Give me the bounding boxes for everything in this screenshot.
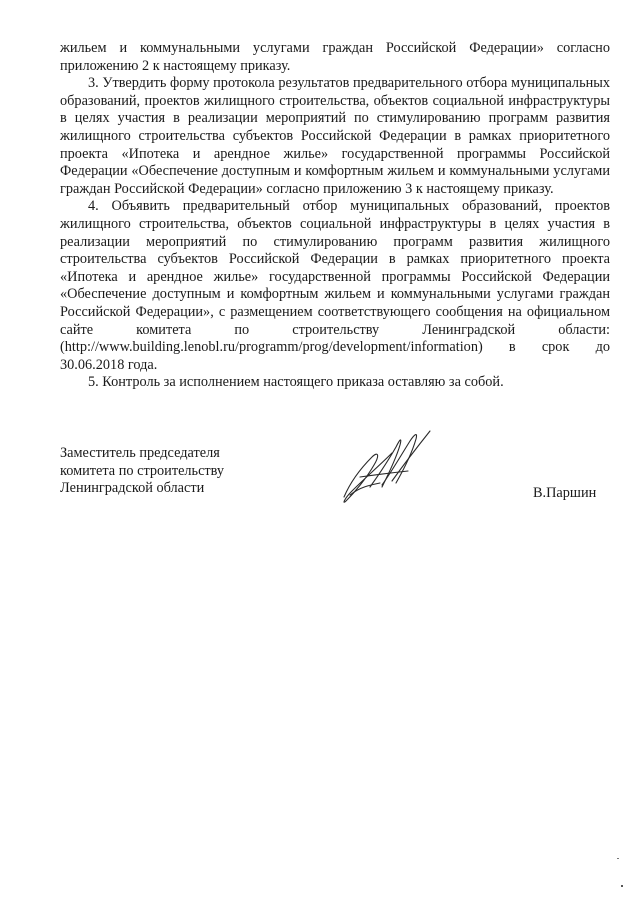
signer-position-line: Заместитель председателя — [60, 445, 220, 461]
signer-position-line: Ленинградской области — [60, 480, 205, 497]
paragraph-item-3: 3. Утвердить форму протокола результатов предварительного отбора муниципальных образований, проектов жилищного строительства, объектов социальной инфраструктуры в целях участия в реализации мероприятий по стимулированию программ развития жилищного строительства субъектов Российской Федерации в рамках приоритетного проекта «Ипотека и арендное жилье» государственной программы Российской Федерации «Обеспечение доступным и комфортным жильем и коммунальными услугами граждан Российской Федерации» согласно приложению 3 к настоящему приказу. — [60, 75, 610, 197]
paragraph-continuation: жильем и коммунальными услугами граждан Российской Федерации» согласно приложению 2 к настоящему приказу. — [60, 40, 610, 74]
handwritten-signature — [330, 425, 440, 510]
scan-speck — [617, 858, 619, 859]
scan-speck — [621, 885, 623, 887]
document-body — [60, 40, 610, 392]
signer-position-line: комитета по строительству — [60, 462, 225, 479]
paragraph-item-5: 5. Контроль за исполнением настоящего приказа оставляю за собой. — [88, 374, 504, 391]
paragraph-item-4: 4. Объявить предварительный отбор муниципальных образований, проектов жилищного строительства, объектов социальной инфраструктуры в целях участия в реализации мероприятий по стимулированию программ развития жилищного строительства субъектов Российской Федерации в рамках приоритетного проекта «Ипотека и арендное жилье» государственной программы Российской Федерации «Обеспечение доступным и комфортным жильем и коммунальными услугами граждан Российской Федерации», с размещением соответствующего сообщения на официальном сайте комитета по строительству Ленинградской области: (http://www.building.lenobl.ru/programm/prog/development/information) в срок до 30.06.2018 года. — [60, 198, 610, 373]
signer-position — [60, 445, 224, 498]
signer-name: В.Паршин — [533, 485, 597, 501]
